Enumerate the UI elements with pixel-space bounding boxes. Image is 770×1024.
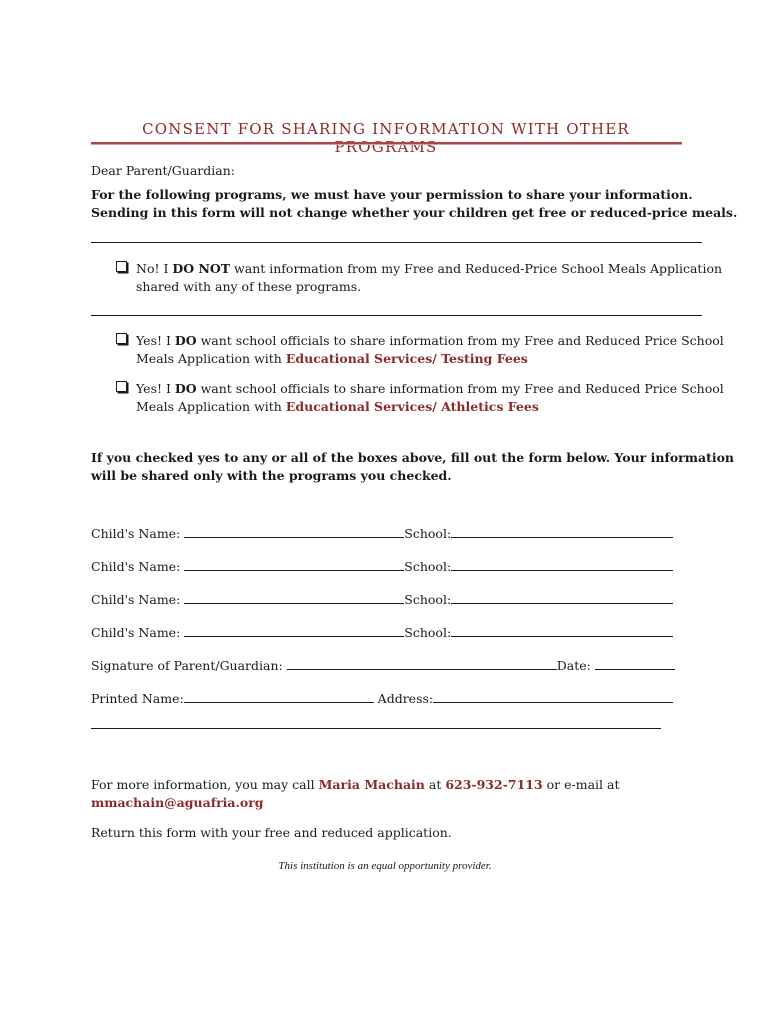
equal-opportunity-footer: This institution is an equal opportunity provider. <box>278 860 492 872</box>
option-yes-athletics-line-2 <box>136 399 539 414</box>
option-yes-athletics-prefix: Yes! I <box>136 381 175 396</box>
child-row <box>91 625 673 640</box>
instruction-line-2: will be shared only with the programs you checked. <box>91 468 452 483</box>
signature-field[interactable] <box>287 658 557 670</box>
child-name-label: Child's Name: <box>91 592 181 607</box>
form-title: CONSENT FOR SHARING INFORMATION WITH OTHER PROGRAMS <box>142 120 630 156</box>
child-name-field[interactable] <box>184 625 404 637</box>
date-field[interactable] <box>595 658 675 670</box>
option-yes-testing-line2-prefix: Meals Application with <box>136 351 286 366</box>
option-no-prefix: No! I <box>136 261 173 276</box>
return-note: Return this form with your free and reduced application. <box>91 825 452 840</box>
option-yes-testing-emphasis: DO <box>174 333 197 348</box>
school-field[interactable] <box>451 625 673 637</box>
instruction-line-1: If you checked yes to any or all of the boxes above, fill out the form below. Your information <box>91 450 735 465</box>
contact-at: at <box>424 777 446 792</box>
divider <box>91 315 702 316</box>
address-continuation-field[interactable] <box>91 728 661 729</box>
intro-line-2: Sending in this form will not change whether your children get free or reduced-price meals. <box>91 205 738 220</box>
child-row <box>91 559 673 574</box>
child-name-label: Child's Name: <box>91 559 181 574</box>
school-label: School: <box>404 592 452 607</box>
school-label: School: <box>404 559 452 574</box>
option-no-line-2: shared with any of these programs. <box>136 279 362 294</box>
school-field[interactable] <box>451 526 673 538</box>
child-name-field[interactable] <box>184 592 404 604</box>
program-testing-fees: Educational Services/ Testing Fees <box>285 351 528 366</box>
child-name-field[interactable] <box>184 559 404 571</box>
title-underline <box>91 142 682 145</box>
divider <box>91 242 702 243</box>
option-yes-testing-line-1 <box>136 333 724 348</box>
school-label: School: <box>404 625 452 640</box>
option-yes-athletics-rest: want school officials to share information from my Free and Reduced Price School <box>196 381 724 396</box>
program-athletics-fees: Educational Services/ Athletics Fees <box>285 399 539 414</box>
school-field[interactable] <box>451 592 673 604</box>
option-yes-testing-checkbox[interactable] <box>116 333 127 344</box>
option-no-emphasis: DO NOT <box>172 261 231 276</box>
contact-name: Maria Machain <box>318 777 425 792</box>
contact-phone: 623-932-7113 <box>445 777 543 792</box>
child-name-field[interactable] <box>184 526 404 538</box>
option-yes-athletics-line2-prefix: Meals Application with <box>136 399 286 414</box>
child-row <box>91 592 673 607</box>
child-name-label: Child's Name: <box>91 625 181 640</box>
option-yes-athletics-emphasis: DO <box>174 381 197 396</box>
printed-name-row <box>91 691 673 706</box>
signature-label: Signature of Parent/Guardian: <box>91 658 283 673</box>
option-no-checkbox[interactable] <box>116 261 127 272</box>
address-field[interactable] <box>433 691 673 703</box>
contact-email-prefix: or e-mail at <box>542 777 620 792</box>
option-no-line-1 <box>136 261 722 276</box>
option-yes-testing-prefix: Yes! I <box>136 333 175 348</box>
signature-row <box>91 658 675 673</box>
printed-name-label: Printed Name: <box>91 691 184 706</box>
option-yes-athletics-line-1 <box>136 381 724 396</box>
printed-name-field[interactable] <box>184 691 374 703</box>
intro-line-1: For the following programs, we must have your permission to share your information. <box>91 187 693 202</box>
school-field[interactable] <box>451 559 673 571</box>
option-no-rest: want information from my Free and Reduced-Price School Meals Application <box>230 261 723 276</box>
date-label: Date: <box>556 658 591 673</box>
child-name-label: Child's Name: <box>91 526 181 541</box>
school-label: School: <box>404 526 452 541</box>
option-yes-testing-rest: want school officials to share information from my Free and Reduced Price School <box>196 333 724 348</box>
greeting: Dear Parent/Guardian: <box>91 163 235 178</box>
contact-prefix: For more information, you may call <box>91 777 319 792</box>
child-row <box>91 526 673 541</box>
option-yes-athletics-checkbox[interactable] <box>116 381 127 392</box>
option-yes-testing-line-2 <box>136 351 528 366</box>
contact-email-link[interactable]: mmachain@aguafria.org <box>91 795 264 810</box>
contact-line-1 <box>91 777 620 792</box>
address-label: Address: <box>377 691 434 706</box>
